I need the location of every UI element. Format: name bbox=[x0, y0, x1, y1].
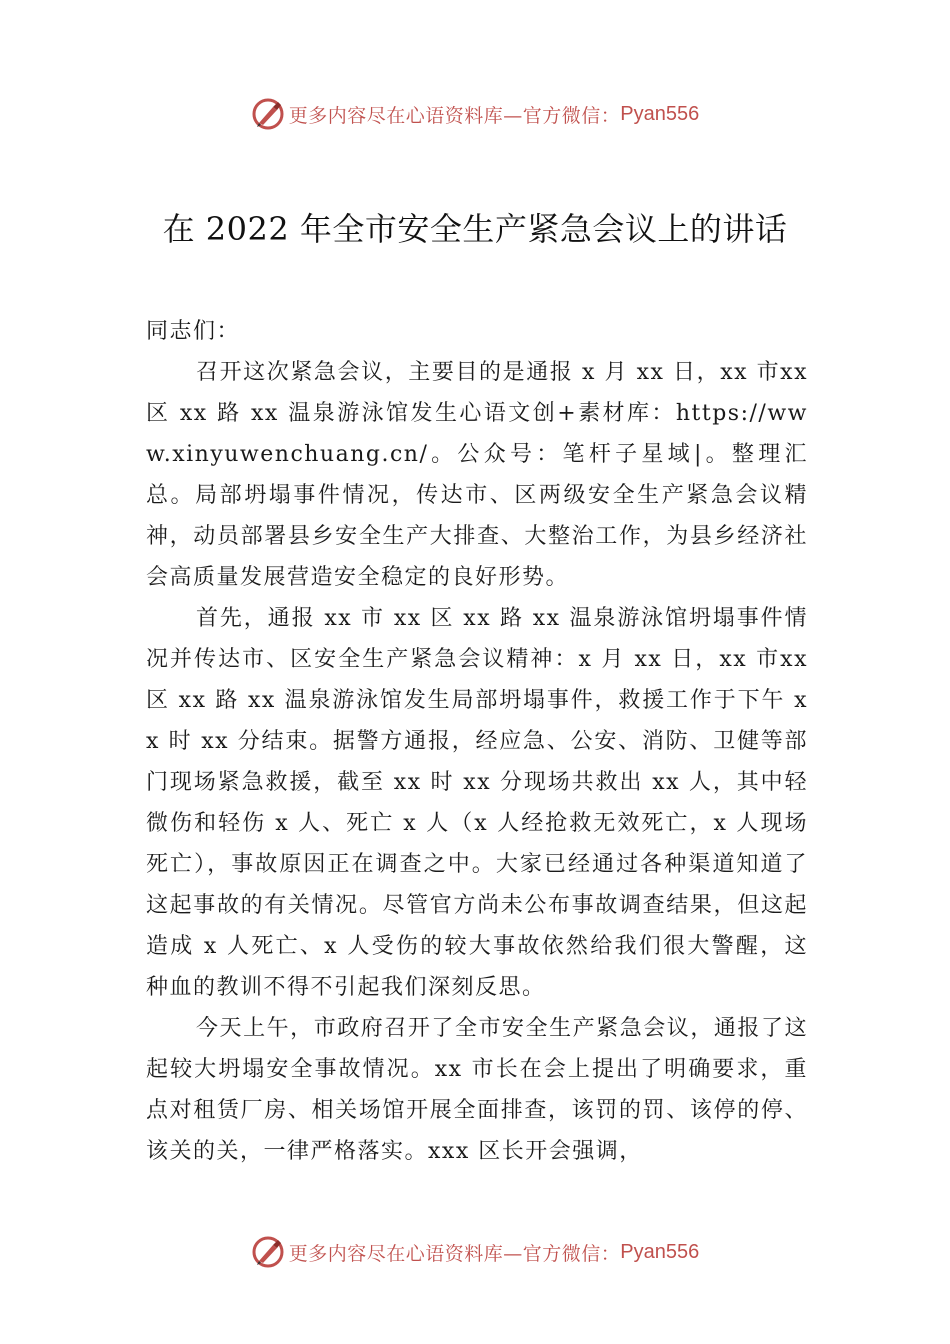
document-title: 在 2022 年全市安全生产紧急会议上的讲话 bbox=[162, 210, 788, 248]
paragraph-1: 召开这次紧急会议，主要目的是通报 x 月 xx 日，xx 市xx 区 xx 路 xx 温泉游泳馆发生心语文创+素材库：https://www.xinyuwenchuang.cn/。公众号：笔杆子星域|。整理汇总。局部坍塌事件情况，传达市、区两级安全生产紧急会议精神，动员部署县乡安全生产大排查、大整治工作，为县乡经济社会高质量发展营造安全稳定的良好形势。 bbox=[146, 360, 808, 590]
paragraph-3: 今天上午，市政府召开了全市安全生产紧急会议，通报了这起较大坍塌安全事故情况。xx 市长在会上提出了明确要求，重点对租赁厂房、相关场馆开展全面排查，该罚的罚、该停的停、该关的关，一律严格落实。xxx 区长开会强调， bbox=[146, 1016, 808, 1164]
pen-logo-icon bbox=[251, 97, 285, 131]
pen-logo-icon bbox=[251, 1235, 285, 1269]
document-body bbox=[146, 311, 808, 1172]
footer-banner bbox=[0, 1232, 950, 1272]
banner-wechat-id: Pyan556 bbox=[620, 102, 700, 125]
banner-wechat-id: Pyan556 bbox=[620, 1240, 700, 1263]
salutation: 同志们： bbox=[146, 319, 241, 344]
banner-text: 更多内容尽在心语资料库—官方微信： bbox=[288, 1242, 621, 1265]
paragraph-2: 首先，通报 xx 市 xx 区 xx 路 xx 温泉游泳馆坍塌事件情况并传达市、区安全生产紧急会议精神：x 月 xx 日，xx 市xx 区 xx 路 xx 温泉游泳馆发生局部坍塌事件，救援工作于下午 xx 时 xx 分结束。据警方通报，经应急、公安、消防、卫健等部门现场紧急救援，截至 xx 时 xx 分现场共救出 xx 人，其中轻微伤和轻伤 x 人、死亡 x 人（x 人经抢救无效死亡，x 人现场死亡），事故原因正在调查之中。大家已经通过各种渠道知道了这起事故的有关情况。尽管官方尚未公布事故调查结果，但这起造成 x 人死亡、x 人受伤的较大事故依然给我们很大警醒，这种血的教训不得不引起我们深刻反思。 bbox=[146, 606, 808, 1000]
header-banner bbox=[0, 94, 950, 134]
banner-text: 更多内容尽在心语资料库—官方微信： bbox=[288, 104, 621, 127]
